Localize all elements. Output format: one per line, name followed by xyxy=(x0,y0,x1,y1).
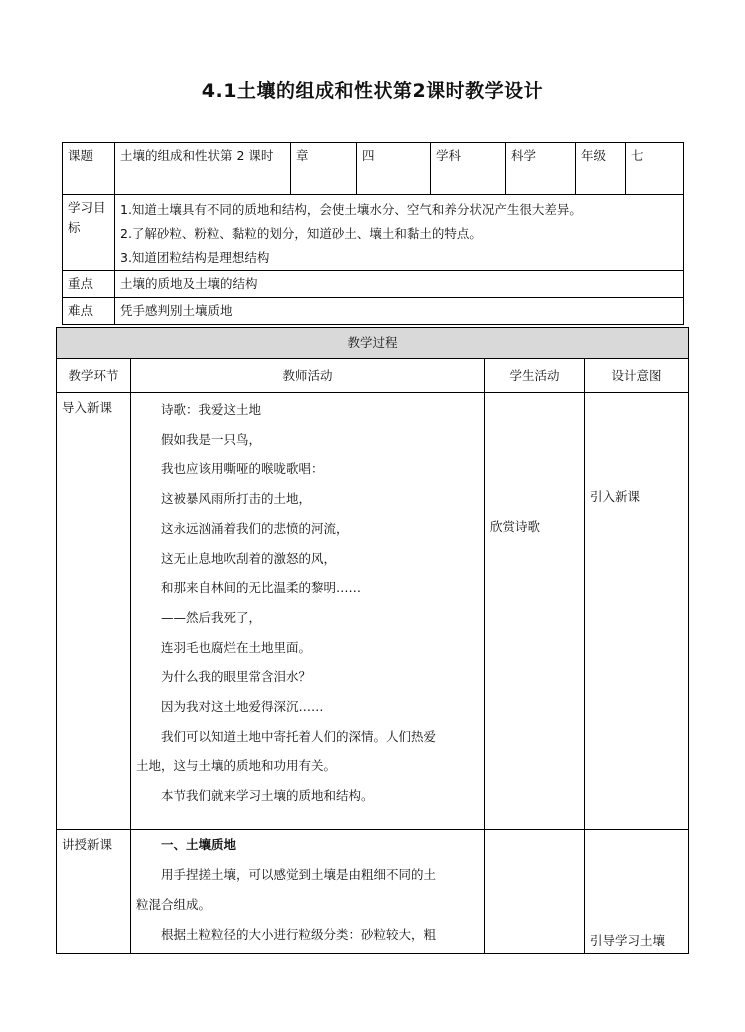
grade-value: 七 xyxy=(626,143,684,195)
topic-value: 土壤的组成和性状第 2 课时 xyxy=(115,143,291,195)
stage-teach: 讲授新课 xyxy=(57,830,131,954)
lesson-info-table xyxy=(62,142,684,325)
learning-goals xyxy=(115,195,684,271)
chapter-value: 四 xyxy=(357,143,431,195)
poem-line: 诗歌：我爱这土地 xyxy=(161,402,262,417)
key-value: 土壤的质地及土壤的结构 xyxy=(115,271,684,298)
header-student: 学生活动 xyxy=(485,359,585,393)
key-label: 重点 xyxy=(63,271,115,298)
teach-text: 根据土粒粒径的大小进行粒级分类：砂粒较大，粗 xyxy=(161,927,437,942)
poem-line: 这无止息地吹刮着的激怒的风， xyxy=(161,550,337,566)
process-band: 教学过程 xyxy=(57,328,689,359)
header-teacher: 教师活动 xyxy=(131,359,485,393)
intro-text: 土地，这与土壤的质地和功用有关。 xyxy=(136,758,337,774)
goal-1: 1.知道土壤具有不同的质地和结构，会使土壤水分、空气和养分状况产生很大差异。 xyxy=(120,202,582,217)
header-intent: 设计意图 xyxy=(585,359,689,393)
poem-line: 为什么我的眼里常含泪水？ xyxy=(161,669,312,685)
grade-label: 年级 xyxy=(576,143,626,195)
poem-line: ——然后我死了， xyxy=(161,609,262,625)
teach-intent: 引导学习土壤 xyxy=(585,830,689,954)
goal-3: 3.知道团粒结构是理想结构 xyxy=(120,250,270,265)
intro-text: 本节我们就来学习土壤的质地和结构。 xyxy=(161,788,374,804)
difficulty-value: 凭手感判别土壤质地 xyxy=(115,298,684,325)
intro-text: 我们可以知道土地中寄托着人们的深情。人们热爱 xyxy=(161,728,437,744)
poem-line: 这被暴风雨所打击的土地， xyxy=(161,491,312,507)
teaching-process-table xyxy=(56,327,689,954)
teach-text: 粒混合组成。 xyxy=(136,897,212,912)
goals-label: 学习目标 xyxy=(63,195,115,271)
section-heading: 一、土壤质地 xyxy=(161,837,237,852)
poem-line: 假如我是一只鸟， xyxy=(161,431,262,447)
poem-line: 因为我对这土地爱得深沉…… xyxy=(161,699,324,715)
teach-student-activity xyxy=(485,830,585,954)
page-title: 4.1土壤的组成和性状第2课时教学设计 xyxy=(201,80,544,102)
header-stage: 教学环节 xyxy=(57,359,131,393)
subject-value: 科学 xyxy=(506,143,576,195)
chapter-label: 章 xyxy=(291,143,357,195)
poem-line: 连羽毛也腐烂在土地里面。 xyxy=(161,639,312,655)
poem-line: 这永远汹涌着我们的悲愤的河流， xyxy=(161,520,349,536)
poem-line: 我也应该用嘶哑的喉咙歌唱： xyxy=(161,461,324,477)
topic-label: 课题 xyxy=(63,143,115,195)
intro-student-activity: 欣赏诗歌 xyxy=(485,393,585,830)
subject-label: 学科 xyxy=(431,143,506,195)
intro-intent: 引入新课 xyxy=(585,393,689,830)
stage-intro: 导入新课 xyxy=(57,393,131,830)
poem-line: 和那来自林间的无比温柔的黎明…… xyxy=(161,580,362,596)
intro-teacher-activity xyxy=(131,393,485,830)
teach-teacher-activity xyxy=(131,830,485,954)
difficulty-label: 难点 xyxy=(63,298,115,325)
goal-2: 2.了解砂粒、粉粒、黏粒的划分，知道砂土、壤土和黏土的特点。 xyxy=(120,226,482,241)
teach-text: 用手捏搓土壤，可以感觉到土壤是由粗细不同的土 xyxy=(161,867,437,882)
